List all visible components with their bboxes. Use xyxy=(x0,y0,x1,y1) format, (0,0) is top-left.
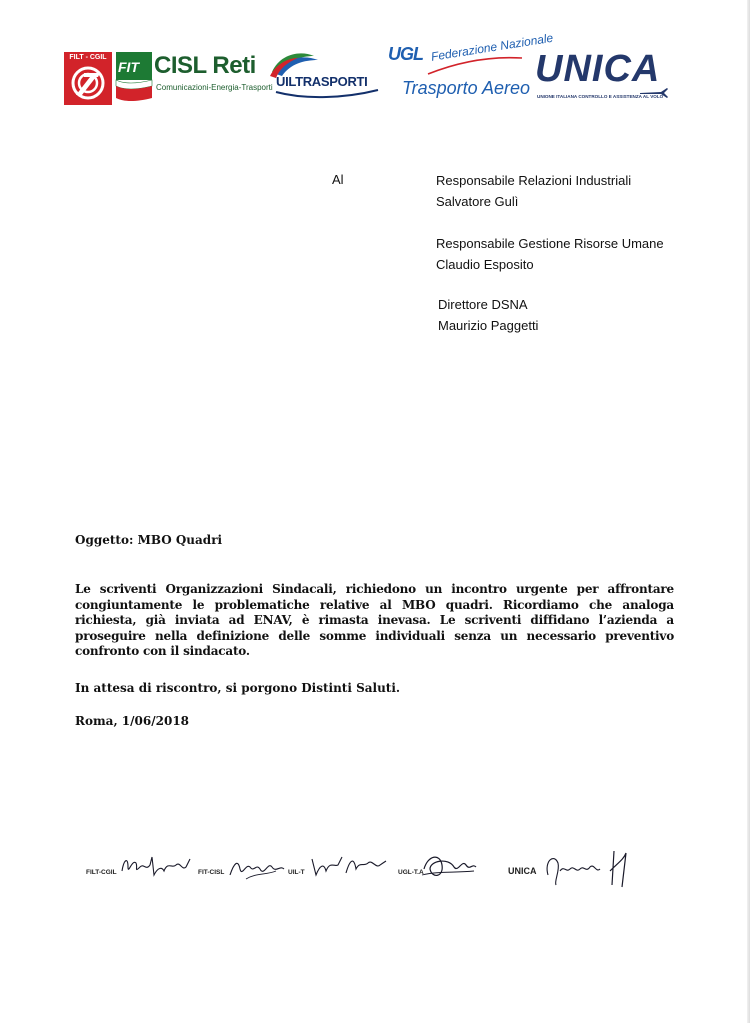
letter-closing: In attesa di riscontro, si porgono Distinti Saluti. xyxy=(75,681,401,695)
cisl-title: CISL Reti xyxy=(154,52,256,79)
addressee-block xyxy=(436,170,631,212)
signature-org-fit: FIT-CISL xyxy=(198,869,225,876)
addressee-name: Salvatore Gulì xyxy=(436,194,519,209)
ugl-mark: UGL xyxy=(388,44,423,64)
filt-emblem-icon xyxy=(70,65,106,101)
uiltrasporti-logo xyxy=(266,50,384,104)
addressee-block xyxy=(438,294,538,336)
ugl-ta-logo xyxy=(388,30,555,104)
uil-title: UILTRASPORTI xyxy=(276,74,368,89)
signature-org-uilt: UIL-T xyxy=(288,869,305,876)
signature-fit xyxy=(226,845,288,885)
filt-cgil-logo xyxy=(64,52,112,105)
fit-cisl-logo xyxy=(114,50,273,104)
addressee-prefix: Al xyxy=(332,172,344,187)
signature-unica xyxy=(542,845,646,889)
signature-ugl xyxy=(418,845,480,885)
unica-title: UNICA xyxy=(535,48,661,90)
unica-subtitle: UNIONE ITALIANA CONTROLLO E ASSISTENZA AL VOLO xyxy=(537,94,664,99)
fit-mark-text: FIT xyxy=(118,59,139,75)
filt-logo-label: FILT - CGIL xyxy=(69,54,107,61)
addressee-block xyxy=(436,233,664,275)
addressee-name: Maurizio Paggetti xyxy=(438,318,539,333)
ugl-federation-text: Federazione Nazionale xyxy=(430,30,555,64)
unica-logo xyxy=(535,48,675,104)
letter-body: Le scriventi Organizzazioni Sindacali, richiedono un incontro urgente per affrontare congiuntamente le problematiche relative al MBO quadri. Ricordiamo che analoga richiesta, già inviata ad ENAV, è rimasta inevasa. Le scriventi diffidano l’azienda a proseguire nella definizione delle somme individuali senza un necessario preventivo confronto con il sindacato. xyxy=(75,582,674,658)
signature-org-unica: UNICA xyxy=(508,866,537,876)
addressee-name: Claudio Esposito xyxy=(436,257,534,272)
ugl-subtitle: Trasporto Aereo xyxy=(402,78,531,98)
letter-subject: Oggetto: MBO Quadri xyxy=(75,533,223,547)
signature-uilt xyxy=(308,845,390,885)
addressee-role: Responsabile Relazioni Industriali xyxy=(436,173,632,188)
letter-place-date: Roma, 1/06/2018 xyxy=(75,714,190,728)
signature-org-filt: FILT-CGIL xyxy=(86,869,117,876)
addressee-role: Responsabile Gestione Risorse Umane xyxy=(436,236,664,251)
signature-filt xyxy=(118,845,194,885)
cisl-subtitle: Comunicazioni-Energia-Trasporti xyxy=(156,83,273,92)
signature-row xyxy=(0,845,750,895)
signature-org-ugl: UGL-T.A xyxy=(398,869,424,876)
addressee-role: Direttore DSNA xyxy=(438,297,528,312)
